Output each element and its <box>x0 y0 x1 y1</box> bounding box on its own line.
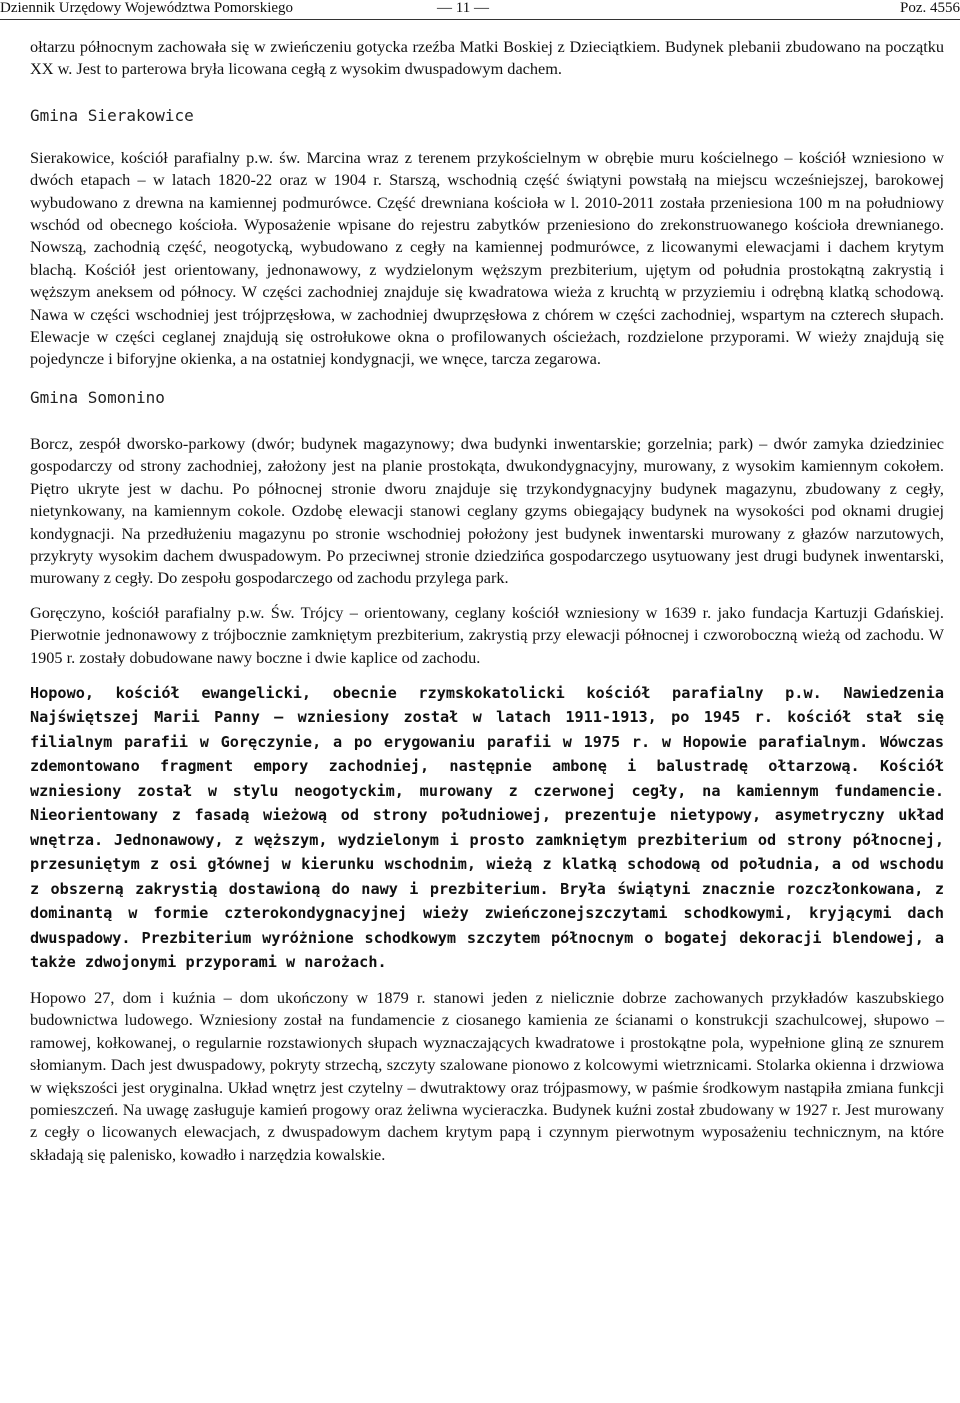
page-header <box>0 0 960 16</box>
paragraph-hopowo-forge: Hopowo 27, dom i kuźnia – dom ukończony w 1879 r. stanowi jeden z nielicznie dobrze zachowanych przykładów kaszubskiego budownictwa ludowego. Wzniesiony został na fundamencie z ciosanego kamienia ze ścianami o konstrukcji szachulcowej, słupowo – ramowej, kołkowanej, o regularnie rozstawionych słupach wyznaczających kwadratowe i prostokątne pola, wypełnione gliną ze sznurem słomianym. Dach jest dwuspadowy, pokryty strzechą, szczyty szalowane pionowo z kolcowymi wietrznicami. Stolarka okienna i drzwiowa w większości jest oryginalna. Układ wnętrz jest czytelny – dwutraktowy oraz trójpasmowy, w paśmie środkowym nastąpiła zmiana funkcji pomieszczeń. Na uwagę zasługuje kamień progowy oraz żeliwna wycieraczka. Budynek kuźni został zbudowany w 1927 r. Jest murowany z cegły o licowanych elewacjach, z dwuspadowym dachem krytym papą i czynnym pierwotnym wyposażeniu technicznym, na które składają się palenisko, kowadło i narzędzia kowalskie. <box>30 987 944 1164</box>
header-divider <box>0 19 960 20</box>
paragraph-hopowo-church: Hopowo, kościół ewangelicki, obecnie rzymskokatolicki kościół parafialny p.w. Nawiedzenia Najświętszej Marii Panny – wzniesiony został w latach 1911-1913, po 1945 r. kościół stał się filialnym parafii w Goręczynie, a po erygowaniu parafii w 1975 r. w Hopowie parafialnym. Wówczas zdemontowano fragment empory zachodniej, następnie ambonę i balustradę ołtarzową. Kościół wzniesiony został w stylu neogotyckim, murowany z czerwonej cegły, na kamiennym fundamencie. Nieorientowany z fasadą wieżową od strony południowej, prezentuje nietypowy, asymetryczny układ wnętrza. Jednonawowy, z węższym, wydzielonym i prosto zamkniętym prezbiterium od strony północnej, przesuniętym z osi głównej w kierunku wschodnim, wieżą z klatką schodową od południa, a od wschodu z obszerną zakrystią dostawioną do nawy i prezbiterium. Bryła świątyni znacznie rozczłonkowana, z dominantą w formie czterokondygnacyjnej wieży zwieńczonejszczytami schodkowymi, kryjącymi dach dwuspadowy. Prezbiterium wyróżnione schodkowym szczytem północnym o bogatej dekoracji blendowej, a także zdwojonymi przyporami w narożach. <box>30 683 944 972</box>
paragraph-sierakowice: Sierakowice, kościół parafialny p.w. św. Marcina wraz z terenem przykościelnym w obrębie muru kościelnego – kościół wzniesiono w dwóch etapach – w latach 1820-22 oraz w 1904 r. Starszą, wschodnią część świątyni powstałą na miejscu wcześniejszej, barokowej wybudowano z drewna na kamiennej podmurówce. Część drewniana kościoła w l. 2010-2011 została przeniesiona 100 m na południowy wschód od obecnego kościoła. Wyposażenie wpisane do rejestru zabytków przeniesiono do zrekonstruowanego kościoła drewnianego. Nowszą, zachodnią część, neogotycką, wybudowano z cegły na kamiennej podmurówce, z licowanymi elewacjami i dachem krytym blachą. Kościół jest orientowany, jednonawowy, z wydzielonym węższym prezbiterium, ujętym od południa prostokątną zakrystią i węższym aneksem od północy. W części zachodniej znajduje się kwadratowa wieża z kruchtą w przyziemiu i odrębną klatką schodową. Nawa w części wschodniej jest trójprzęsłowa, w zachodniej dwuprzęsłowa z chórem w części zachodniej, wspartym na czterech słupach. Elewacje w części ceglanej znajdują się ostrołukowe okna o profilowanych ościeżach, rozdzielone przyporami. W wieży znajdują się pojedyncze i biforyjne okienka, a na ostatniej kondygnacji, we wnęce, tarcza zegarowa. <box>30 147 944 369</box>
position-number: Poz. 4556 <box>900 0 960 16</box>
heading-gmina-sierakowice: Gmina Sierakowice <box>30 105 194 125</box>
paragraph-borcz: Borcz, zespół dworsko-parkowy (dwór; budynek magazynowy; dwa budynki inwentarskie; gorzelnia; park) – dwór zamyka dziedziniec gospodarczy od strony zachodniej, założony jest na planie prostokąta, dwukondygnacyjny, murowany, z wysokim kamiennym cokołem. Piętro ukryte jest w dachu. Po północnej stronie dworu znajduje się trzykondygnacyjny budynek magazynu, zbudowany z cegły, nietynkowany, na kamiennym cokole. Ozdobę elewacji stanowi ceglany gzyms obiegający budynek na wysokości pod oknami drugiej kondygnacji. Na przedłużeniu magazynu po stronie wschodniej położony jest budynek inwentarski murowany z głazów narzutowych, przykryty wysokim dachem dwuspadowym. Po przeciwnej stronie dziedzińca gospodarczego usytuowany jest drugi budynek inwentarski, murowany z cegły. Do zespołu gospodarczego od zachodu przylega park. <box>30 433 944 588</box>
journal-title: Dziennik Urzędowy Województwa Pomorskiego <box>0 0 294 16</box>
document-body <box>30 36 944 1166</box>
paragraph-goreczyno: Goręczyno, kościół parafialny p.w. Św. Trójcy – orientowany, ceglany kościół wzniesiony w 1639 r. jako fundacja Kartuzji Gdańskiej. Pierwotnie jednonawowy z trójbocznie zamkniętym prezbiterium, zakrystią przy elewacji północnej i czworoboczną wieżą od zachodu. W 1905 r. zostały dobudowane nawy boczne i dwie kaplice od zachodu. <box>30 602 944 667</box>
page-number: — 11 — <box>437 0 489 16</box>
intro-paragraph: ołtarzu północnym zachowała się w zwieńczeniu gotycka rzeźba Matki Boskiej z Dzieciątkiem. Budynek plebanii zbudowano na początku XX w. Jest to parterowa bryła licowana cegłą z wysokim dwuspadowym dachem. <box>30 37 944 79</box>
heading-gmina-somonino: Gmina Somonino <box>30 387 165 407</box>
